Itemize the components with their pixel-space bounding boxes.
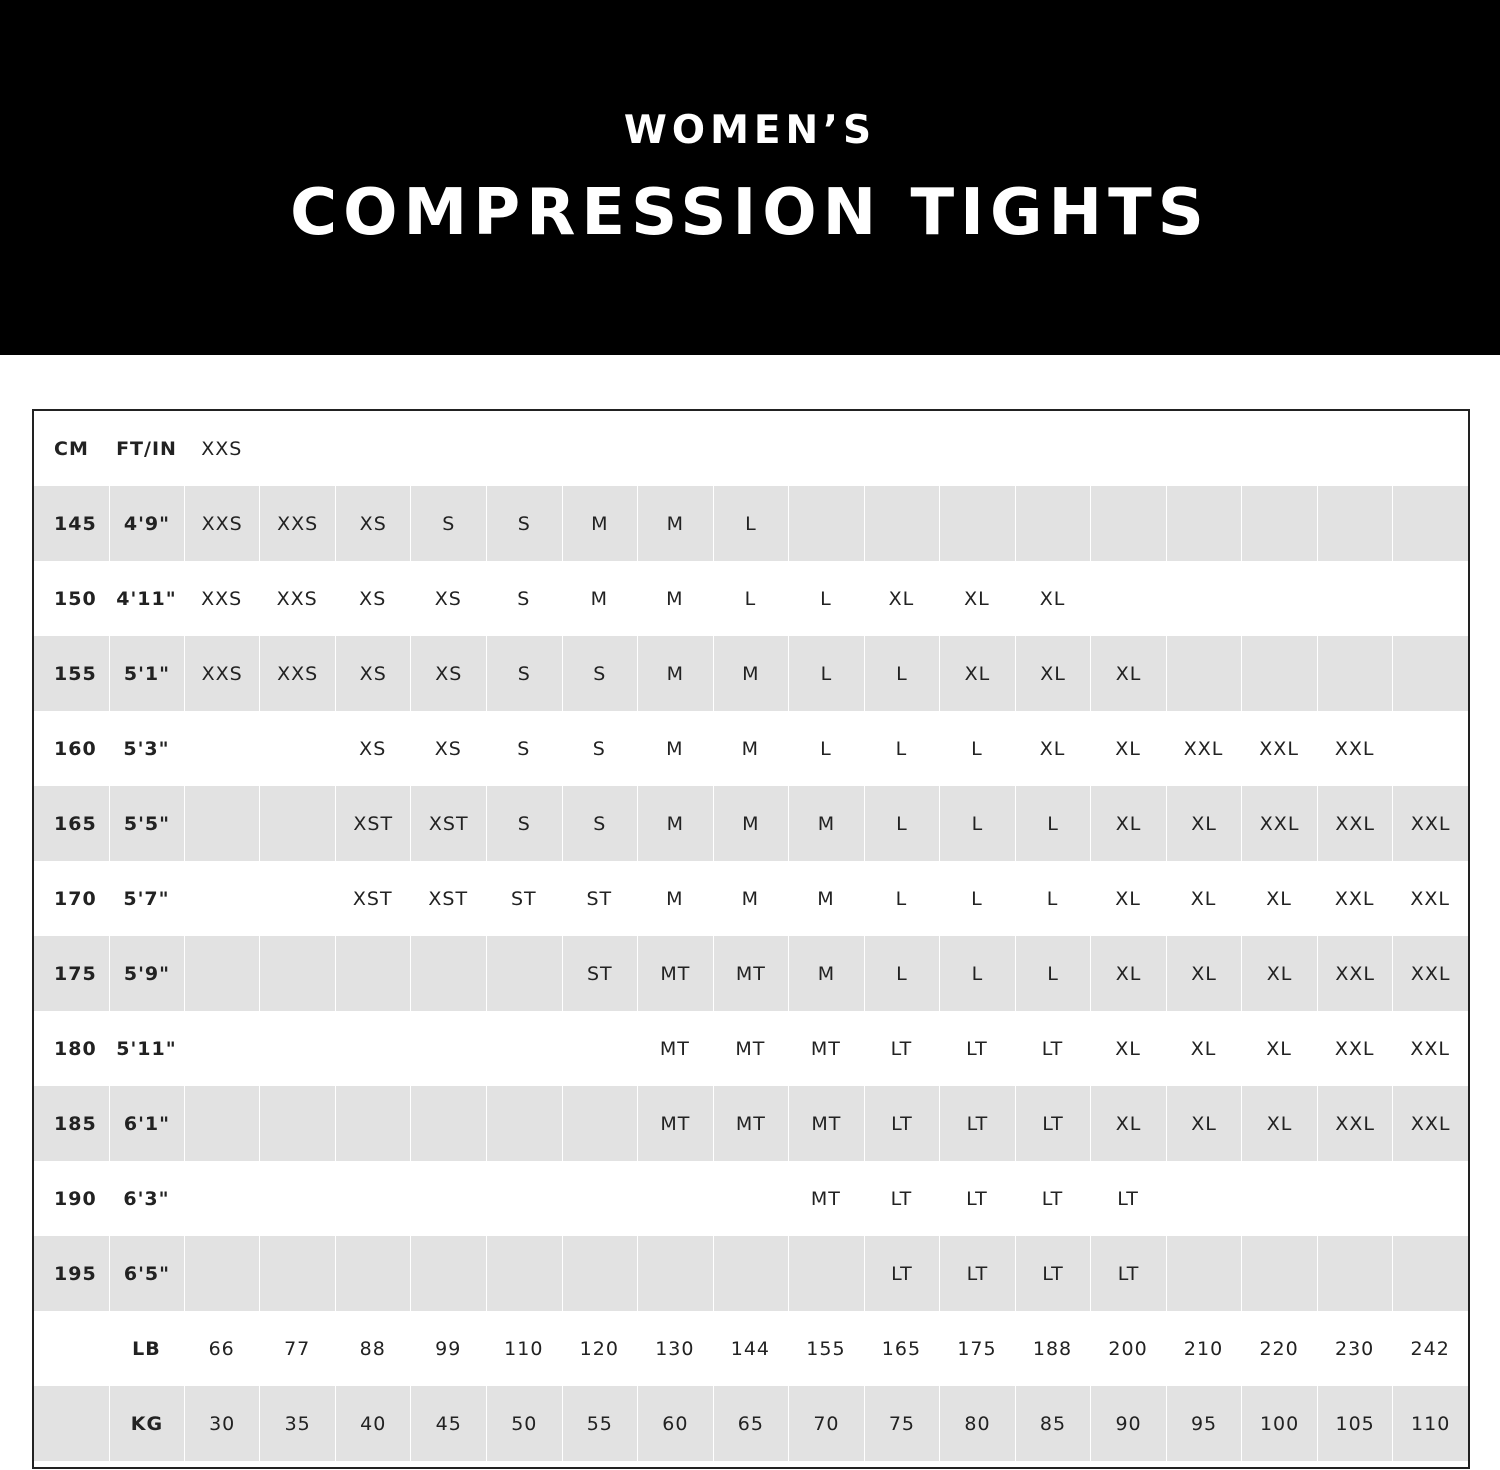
size-cell: [259, 786, 335, 861]
size-cell: [1392, 561, 1468, 636]
height-cm-cell: 175: [54, 962, 97, 985]
weight-value-cell: 200: [1108, 1337, 1148, 1360]
size-cell: [486, 1011, 562, 1086]
weight-value-cell: 85: [1015, 1386, 1091, 1461]
size-cell: L: [971, 887, 983, 910]
size-cell: XXL: [1410, 1037, 1450, 1060]
weight-value-cell: 100: [1241, 1386, 1317, 1461]
weight-value-cell: 66: [208, 1337, 235, 1360]
size-cell: M: [637, 486, 713, 561]
weight-value-cell: 55: [562, 1386, 638, 1461]
size-cell: [1241, 561, 1317, 636]
size-cell: [410, 936, 486, 1011]
size-cell: M: [666, 887, 684, 910]
size-cell: [410, 1086, 486, 1161]
size-cell: [259, 1161, 335, 1236]
size-cell: XL: [1090, 1086, 1166, 1161]
weight-value-cell: 242: [1410, 1337, 1450, 1360]
size-cell: MT: [788, 1086, 864, 1161]
size-cell: M: [590, 587, 609, 610]
size-cell: LT: [966, 1037, 988, 1060]
size-cell: [1166, 636, 1242, 711]
size-cell: [713, 1236, 789, 1311]
size-cell: XL: [1115, 1037, 1141, 1060]
size-cell: [939, 486, 1015, 561]
size-cell: LT: [1041, 1187, 1064, 1210]
size-cell: L: [939, 936, 1015, 1011]
size-cell: M: [741, 737, 760, 760]
size-cell: L: [895, 887, 908, 910]
size-cell: XL: [1166, 786, 1242, 861]
size-cell: XL: [939, 636, 1015, 711]
size-cell: XXS: [259, 636, 335, 711]
size-cell: ST: [510, 887, 537, 910]
size-cell: S: [410, 486, 486, 561]
size-cell: XL: [1115, 887, 1141, 910]
size-cell: S: [486, 786, 562, 861]
height-cm-cell: 185: [54, 1112, 97, 1135]
size-cell: XL: [1090, 786, 1166, 861]
size-cell: [486, 1161, 562, 1236]
size-cell: [562, 1236, 638, 1311]
table-row: [34, 861, 1468, 936]
size-cell: S: [562, 786, 638, 861]
size-cell: XS: [335, 636, 411, 711]
size-cell: [410, 1236, 486, 1311]
size-cell: XL: [1266, 887, 1292, 910]
height-cm-cell: 190: [54, 1187, 97, 1210]
size-cell: [562, 1086, 638, 1161]
size-cell: L: [820, 737, 832, 760]
size-cell: L: [1015, 936, 1091, 1011]
size-cell: M: [713, 786, 789, 861]
size-cell: [1317, 1161, 1393, 1236]
size-cell: MT: [713, 1086, 789, 1161]
size-cell: XL: [1115, 737, 1141, 760]
size-cell: XXS: [184, 636, 260, 711]
height-ftin-cell: 5'9": [109, 936, 184, 1011]
size-cell: [1241, 1236, 1317, 1311]
table-row: [34, 561, 1468, 636]
weight-value-cell: 110: [504, 1337, 544, 1360]
weight-value-cell: 130: [655, 1337, 695, 1360]
table-row: [34, 486, 1468, 561]
size-cell: [486, 1236, 562, 1311]
size-cell: LT: [864, 1086, 940, 1161]
size-cell: L: [864, 786, 940, 861]
size-cell: [184, 1161, 260, 1236]
header-cm: CM: [54, 437, 89, 460]
weight-value-cell: 95: [1166, 1386, 1242, 1461]
header-ftin: FT/IN: [116, 437, 177, 460]
size-cell: LT: [890, 1037, 913, 1060]
weight-spacer-cell: [34, 1311, 109, 1386]
size-cell: MT: [810, 1187, 841, 1210]
size-cell: L: [820, 587, 832, 610]
size-cell: [788, 486, 864, 561]
size-cell: [1392, 1236, 1468, 1311]
size-cell: XXL: [1334, 887, 1375, 910]
size-cell: [184, 1011, 260, 1086]
size-cell: S: [592, 737, 606, 760]
size-cell: LT: [1015, 1236, 1091, 1311]
height-ftin-cell: 5'5": [109, 786, 184, 861]
size-cell: [637, 1161, 713, 1236]
size-cell: [184, 1086, 260, 1161]
weight-unit-label: KG: [109, 1386, 184, 1461]
size-cell: XS: [434, 737, 462, 760]
table-row: [34, 711, 1468, 786]
size-cell: S: [486, 486, 562, 561]
size-cell: LT: [1041, 1037, 1064, 1060]
size-cell: L: [864, 636, 940, 711]
size-cell: XL: [1266, 1037, 1292, 1060]
height-cm-cell: 160: [54, 737, 97, 760]
size-cell: XS: [410, 636, 486, 711]
size-cell: [1090, 486, 1166, 561]
size-cell: LT: [890, 1187, 913, 1210]
size-cell: M: [817, 887, 835, 910]
size-cell: MT: [735, 1037, 766, 1060]
size-cell: MT: [713, 936, 789, 1011]
size-cell: L: [1015, 786, 1091, 861]
height-ftin-cell: 5'1": [109, 636, 184, 711]
height-cm-cell: 195: [54, 1262, 97, 1285]
weight-value-cell: 88: [359, 1337, 386, 1360]
weight-unit-label: LB: [132, 1337, 161, 1360]
size-cell: [410, 1161, 486, 1236]
table-row: [34, 786, 1468, 861]
height-ftin-cell: 5'3": [123, 737, 170, 760]
size-cell: L: [971, 737, 983, 760]
size-cell: [1392, 636, 1468, 711]
size-cell: XST: [352, 887, 393, 910]
table-row: [34, 1086, 1468, 1161]
size-cell: MT: [637, 936, 713, 1011]
size-cell: M: [637, 786, 713, 861]
height-ftin-cell: 4'9": [109, 486, 184, 561]
size-cell: [335, 936, 411, 1011]
size-cell: [562, 1161, 638, 1236]
size-cell: [335, 1086, 411, 1161]
size-cell: [1392, 1161, 1468, 1236]
size-cell: L: [939, 786, 1015, 861]
size-cell: [184, 711, 260, 786]
size-cell: [259, 1086, 335, 1161]
size-cell: [1317, 636, 1393, 711]
size-cell: [1241, 1161, 1317, 1236]
height-cm-cell: 180: [54, 1037, 97, 1060]
size-cell: XXL: [1392, 936, 1468, 1011]
size-cell: [259, 936, 335, 1011]
height-ftin-cell: 6'5": [109, 1236, 184, 1311]
size-cell: LT: [939, 1086, 1015, 1161]
size-chart-table: [32, 409, 1470, 1469]
weight-value-cell: 90: [1090, 1386, 1166, 1461]
size-cell: XL: [1241, 1086, 1317, 1161]
size-cell: M: [788, 786, 864, 861]
size-cell: XXL: [1392, 786, 1468, 861]
weight-value-cell: 175: [957, 1337, 997, 1360]
size-cell: LT: [1117, 1187, 1139, 1210]
size-cell: [1317, 1236, 1393, 1311]
size-cell: [410, 1011, 486, 1086]
size-cell: [259, 1236, 335, 1311]
height-cm-cell: 170: [54, 887, 97, 910]
weight-value-cell: 50: [486, 1386, 562, 1461]
size-cell: [1241, 636, 1317, 711]
height-ftin-cell: 6'3": [123, 1187, 170, 1210]
size-cell: XST: [428, 887, 469, 910]
size-cell: [562, 1011, 638, 1086]
height-cm-cell: 165: [54, 812, 97, 835]
size-cell: [1392, 486, 1468, 561]
size-cell: M: [788, 936, 864, 1011]
size-cell: XXL: [1334, 737, 1375, 760]
size-cell: [486, 936, 562, 1011]
weight-value-cell: 80: [939, 1386, 1015, 1461]
size-cell: S: [517, 587, 531, 610]
weight-value-cell: 77: [284, 1337, 311, 1360]
weight-value-cell: 165: [881, 1337, 922, 1360]
size-cell: XXS: [184, 486, 260, 561]
weight-value-cell: 99: [435, 1337, 462, 1360]
height-cm-cell: 150: [54, 587, 97, 610]
table-row: [34, 1011, 1468, 1086]
size-cell: LT: [1090, 1236, 1166, 1311]
size-cell: XXL: [1317, 786, 1393, 861]
size-cell: S: [517, 737, 531, 760]
table-row: [34, 1236, 1468, 1311]
size-cell: XL: [1015, 636, 1091, 711]
weight-value-cell: 210: [1183, 1337, 1224, 1360]
size-cell: [184, 861, 260, 936]
size-cell: L: [864, 936, 940, 1011]
size-cell: XXL: [1183, 737, 1224, 760]
table-row: [34, 1161, 1468, 1236]
kg-row: [34, 1386, 1468, 1461]
banner-title: COMPRESSION TIGHTS: [290, 176, 1210, 250]
weight-value-cell: 75: [864, 1386, 940, 1461]
size-cell: ST: [586, 887, 613, 910]
size-cell: S: [486, 636, 562, 711]
size-cell: L: [895, 737, 908, 760]
weight-value-cell: 45: [410, 1386, 486, 1461]
size-cell: M: [666, 737, 684, 760]
table-row: [34, 936, 1468, 1011]
size-cell: [1166, 486, 1242, 561]
size-cell: [1317, 561, 1393, 636]
size-cell: XXL: [1410, 887, 1450, 910]
size-cell: XL: [1190, 1037, 1217, 1060]
size-cell: XXL: [1317, 1086, 1393, 1161]
size-cell: XL: [888, 587, 915, 610]
size-cell: MT: [637, 1086, 713, 1161]
size-cell: XXL: [1334, 1037, 1375, 1060]
size-cell: [335, 1011, 411, 1086]
size-cell: XL: [1241, 936, 1317, 1011]
size-cell: [788, 1236, 864, 1311]
size-cell: XXL: [1317, 936, 1393, 1011]
weight-value-cell: 155: [806, 1337, 846, 1360]
height-cm-cell: 155: [54, 662, 97, 685]
weight-value-cell: 105: [1317, 1386, 1393, 1461]
size-cell: [259, 861, 335, 936]
size-cell: [259, 711, 335, 786]
size-cell: L: [744, 587, 757, 610]
header-first-size: XXS: [201, 437, 243, 460]
size-cell: [1090, 561, 1166, 636]
size-cell: XL: [1039, 587, 1066, 610]
size-cell: [184, 1236, 260, 1311]
size-cell: [1241, 486, 1317, 561]
size-cell: [1392, 711, 1468, 786]
weight-value-cell: 188: [1032, 1337, 1073, 1360]
size-cell: XS: [434, 587, 462, 610]
size-cell: XL: [1166, 1086, 1242, 1161]
weight-value-cell: 65: [713, 1386, 789, 1461]
size-cell: LT: [864, 1236, 940, 1311]
height-ftin-cell: 6'1": [109, 1086, 184, 1161]
size-cell: XST: [335, 786, 411, 861]
weight-value-cell: 110: [1392, 1386, 1468, 1461]
size-cell: XL: [1090, 636, 1166, 711]
weight-value-cell: 40: [335, 1386, 411, 1461]
size-cell: [184, 786, 260, 861]
size-cell: XXS: [259, 486, 335, 561]
banner-subtitle: WOMEN’S: [623, 108, 877, 153]
size-cell: M: [713, 636, 789, 711]
size-cell: XS: [359, 587, 387, 610]
size-cell: L: [788, 636, 864, 711]
size-cell: XST: [410, 786, 486, 861]
table-row: [34, 636, 1468, 711]
size-cell: S: [562, 636, 638, 711]
size-cell: XL: [1190, 887, 1217, 910]
size-cell: [259, 1011, 335, 1086]
size-cell: [637, 1236, 713, 1311]
size-cell: M: [666, 587, 684, 610]
size-cell: [1317, 486, 1393, 561]
size-cell: XL: [964, 587, 990, 610]
weight-value-cell: 220: [1259, 1337, 1299, 1360]
size-cell: [486, 1086, 562, 1161]
size-cell: MT: [810, 1037, 841, 1060]
weight-value-cell: 70: [788, 1386, 864, 1461]
size-cell: XS: [359, 737, 387, 760]
weight-value-cell: 120: [579, 1337, 619, 1360]
size-cell: XS: [335, 486, 411, 561]
size-cell: XXS: [276, 587, 318, 610]
weight-value-cell: 144: [730, 1337, 770, 1360]
table-header-row: [34, 411, 1468, 486]
height-ftin-cell: 4'11": [116, 587, 177, 610]
size-cell: LT: [1015, 1086, 1091, 1161]
size-cell: [1166, 1236, 1242, 1311]
size-cell: [713, 1161, 789, 1236]
size-cell: XXL: [1392, 1086, 1468, 1161]
size-cell: M: [637, 636, 713, 711]
weight-value-cell: 30: [184, 1386, 260, 1461]
size-cell: M: [741, 887, 760, 910]
size-cell: ST: [562, 936, 638, 1011]
height-cm-cell: 145: [54, 512, 97, 535]
size-cell: XXL: [1259, 737, 1299, 760]
size-cell: XXL: [1241, 786, 1317, 861]
size-cell: [1166, 561, 1242, 636]
size-cell: [864, 486, 940, 561]
size-cell: [184, 936, 260, 1011]
size-cell: LT: [939, 1236, 1015, 1311]
height-ftin-cell: 5'11": [116, 1037, 177, 1060]
weight-value-cell: 60: [637, 1386, 713, 1461]
size-cell: [335, 1236, 411, 1311]
weight-value-cell: 35: [259, 1386, 335, 1461]
weight-spacer-cell: [34, 1386, 109, 1461]
size-cell: [335, 1161, 411, 1236]
size-cell: MT: [659, 1037, 690, 1060]
title-banner: [0, 0, 1500, 355]
lb-row: [34, 1311, 1468, 1386]
size-cell: XXS: [201, 587, 243, 610]
height-ftin-cell: 5'7": [123, 887, 170, 910]
size-cell: LT: [966, 1187, 988, 1210]
size-cell: L: [713, 486, 789, 561]
size-cell: XL: [1166, 936, 1242, 1011]
size-cell: M: [562, 486, 638, 561]
size-cell: [1166, 1161, 1242, 1236]
size-cell: [1015, 486, 1091, 561]
size-cell: XL: [1039, 737, 1066, 760]
size-cell: XL: [1090, 936, 1166, 1011]
weight-value-cell: 230: [1334, 1337, 1375, 1360]
size-cell: L: [1046, 887, 1059, 910]
